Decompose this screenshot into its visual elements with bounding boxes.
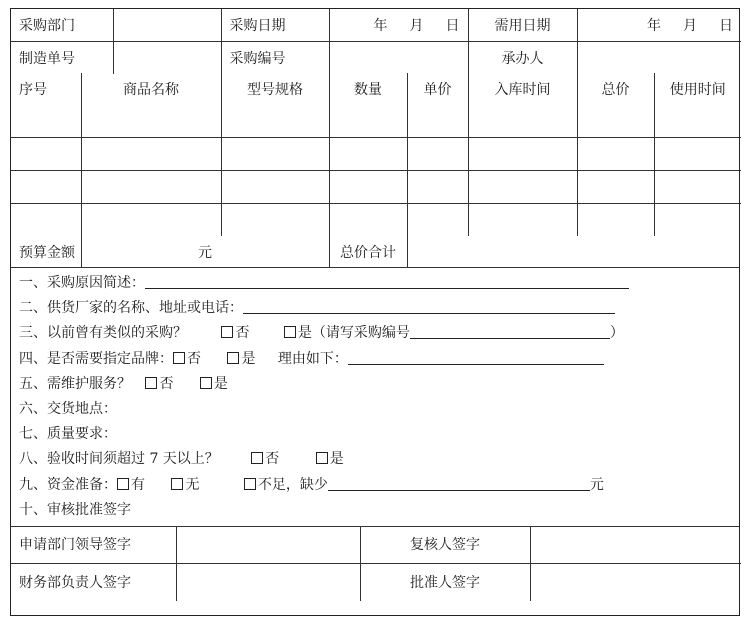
table-cell[interactable] bbox=[81, 105, 221, 138]
purchase-request-form bbox=[10, 8, 740, 616]
total-sum-field[interactable] bbox=[407, 236, 741, 268]
table-cell[interactable] bbox=[81, 138, 221, 171]
purchase-no-label: 采购编号 bbox=[221, 42, 329, 75]
finance-head-sign-field[interactable] bbox=[176, 563, 360, 601]
header-row-2 bbox=[11, 42, 741, 75]
questions-section bbox=[11, 267, 739, 527]
q5-no-checkbox[interactable] bbox=[145, 377, 157, 389]
budget-label: 预算金额 bbox=[19, 245, 75, 261]
table-cell[interactable] bbox=[221, 138, 329, 171]
column-header: 数量 bbox=[329, 73, 407, 105]
table-row bbox=[11, 204, 741, 237]
column-header: 总价 bbox=[577, 73, 654, 105]
q9-none-checkbox[interactable] bbox=[171, 478, 183, 490]
signature-table bbox=[11, 526, 741, 601]
q3-no-checkbox[interactable] bbox=[221, 326, 233, 338]
q9-have-checkbox[interactable] bbox=[117, 478, 129, 490]
need-date-label: 需用日期 bbox=[468, 9, 577, 42]
budget-unit: 元 bbox=[198, 245, 212, 261]
q9-short-checkbox[interactable] bbox=[244, 478, 256, 490]
table-cell[interactable] bbox=[329, 138, 407, 171]
q1-line: 一、采购原因简述： bbox=[11, 271, 739, 296]
table-cell[interactable] bbox=[407, 171, 468, 204]
budget-row bbox=[11, 236, 741, 268]
table-cell[interactable] bbox=[11, 138, 81, 171]
q9-line: 九、资金准备： 有 无 不足，缺少 元 bbox=[19, 476, 604, 493]
purchase-no-field[interactable] bbox=[329, 42, 468, 75]
header-row-1 bbox=[11, 9, 741, 42]
column-header: 序号 bbox=[11, 73, 81, 105]
items-table bbox=[11, 73, 741, 268]
table-cell[interactable] bbox=[654, 138, 741, 171]
table-cell[interactable] bbox=[654, 105, 741, 138]
purchase-date-field[interactable]: 年 月 日 bbox=[329, 9, 468, 42]
form-header-table bbox=[11, 9, 741, 74]
q8-yes-checkbox[interactable] bbox=[316, 452, 328, 464]
column-header: 单价 bbox=[407, 73, 468, 105]
table-cell[interactable] bbox=[11, 105, 81, 138]
table-cell[interactable] bbox=[407, 204, 468, 237]
dept-leader-sign-field[interactable] bbox=[176, 526, 360, 564]
handler-field[interactable] bbox=[577, 42, 741, 75]
signature-row-2 bbox=[11, 563, 741, 601]
table-cell[interactable] bbox=[468, 138, 577, 171]
column-header: 商品名称 bbox=[81, 73, 221, 105]
table-cell[interactable] bbox=[329, 105, 407, 138]
q2-line: 二、供货厂家的名称、地址或电话： bbox=[11, 296, 739, 321]
table-cell[interactable] bbox=[221, 171, 329, 204]
table-cell[interactable] bbox=[11, 204, 81, 237]
approver-sign-field[interactable] bbox=[530, 563, 741, 601]
q6-line: 六、交货地点： bbox=[19, 400, 117, 417]
order-no-label: 制造单号 bbox=[11, 42, 113, 75]
table-cell[interactable] bbox=[577, 204, 654, 237]
column-header: 型号规格 bbox=[221, 73, 329, 105]
q1-answer-line[interactable] bbox=[145, 274, 629, 289]
dept-label: 采购部门 bbox=[11, 9, 113, 42]
table-cell[interactable] bbox=[654, 204, 741, 237]
approver-sign-label: 批准人签字 bbox=[360, 563, 530, 601]
q4-yes-checkbox[interactable] bbox=[227, 352, 239, 364]
q4-reason-line[interactable] bbox=[348, 350, 604, 365]
finance-head-sign-label: 财务部负责人签字 bbox=[11, 563, 176, 601]
table-cell[interactable] bbox=[468, 171, 577, 204]
signature-row-1 bbox=[11, 526, 741, 564]
total-sum-label: 总价合计 bbox=[329, 236, 407, 268]
q9-shortfall-line[interactable] bbox=[328, 476, 590, 491]
table-cell[interactable] bbox=[329, 204, 407, 237]
q5-yes-checkbox[interactable] bbox=[200, 377, 212, 389]
q3-purchase-no-line[interactable] bbox=[410, 324, 610, 339]
need-date-field[interactable]: 年 月 日 bbox=[577, 9, 741, 42]
q7-line: 七、质量要求： bbox=[19, 426, 117, 443]
dept-leader-sign-label: 申请部门领导签字 bbox=[11, 526, 176, 564]
items-header-row bbox=[11, 73, 741, 105]
column-header: 入库时间 bbox=[468, 73, 577, 105]
q4-line: 四、是否需要指定品牌： 否 是 理由如下： bbox=[11, 347, 739, 372]
reviewer-sign-field[interactable] bbox=[530, 526, 741, 564]
table-cell[interactable] bbox=[407, 105, 468, 138]
order-no-field[interactable] bbox=[113, 42, 221, 75]
budget-amount-field[interactable] bbox=[81, 236, 329, 268]
table-cell[interactable] bbox=[577, 171, 654, 204]
table-row bbox=[11, 138, 741, 171]
q8-no-checkbox[interactable] bbox=[251, 452, 263, 464]
table-cell[interactable] bbox=[81, 204, 221, 237]
purchase-date-label: 采购日期 bbox=[221, 9, 329, 42]
table-cell[interactable] bbox=[329, 171, 407, 204]
table-cell[interactable] bbox=[577, 138, 654, 171]
q2-answer-line[interactable] bbox=[243, 299, 615, 314]
reviewer-sign-label: 复核人签字 bbox=[360, 526, 530, 564]
column-header: 使用时间 bbox=[654, 73, 741, 105]
q10-line: 十、审核批准签字 bbox=[19, 501, 131, 518]
q8-line: 八、验收时间须超过 7 天以上？ 否 是 bbox=[19, 451, 344, 468]
table-row bbox=[11, 105, 741, 138]
handler-label: 承办人 bbox=[468, 42, 577, 75]
table-cell[interactable] bbox=[407, 138, 468, 171]
table-cell[interactable] bbox=[221, 105, 329, 138]
table-cell[interactable] bbox=[577, 105, 654, 138]
q3-yes-checkbox[interactable] bbox=[284, 326, 296, 338]
table-row bbox=[11, 171, 741, 204]
table-cell[interactable] bbox=[11, 171, 81, 204]
table-cell[interactable] bbox=[221, 204, 329, 237]
table-cell[interactable] bbox=[81, 171, 221, 204]
q4-no-checkbox[interactable] bbox=[173, 352, 185, 364]
table-cell[interactable] bbox=[468, 204, 577, 237]
dept-field[interactable] bbox=[113, 9, 221, 42]
table-cell[interactable] bbox=[654, 171, 741, 204]
q3-line: 三、以前曾有类似的采购？ 否 是（请写采购编号 ） bbox=[19, 325, 624, 342]
table-cell[interactable] bbox=[468, 105, 577, 138]
q5-line: 五、需维护服务？ 否 是 bbox=[19, 375, 228, 392]
